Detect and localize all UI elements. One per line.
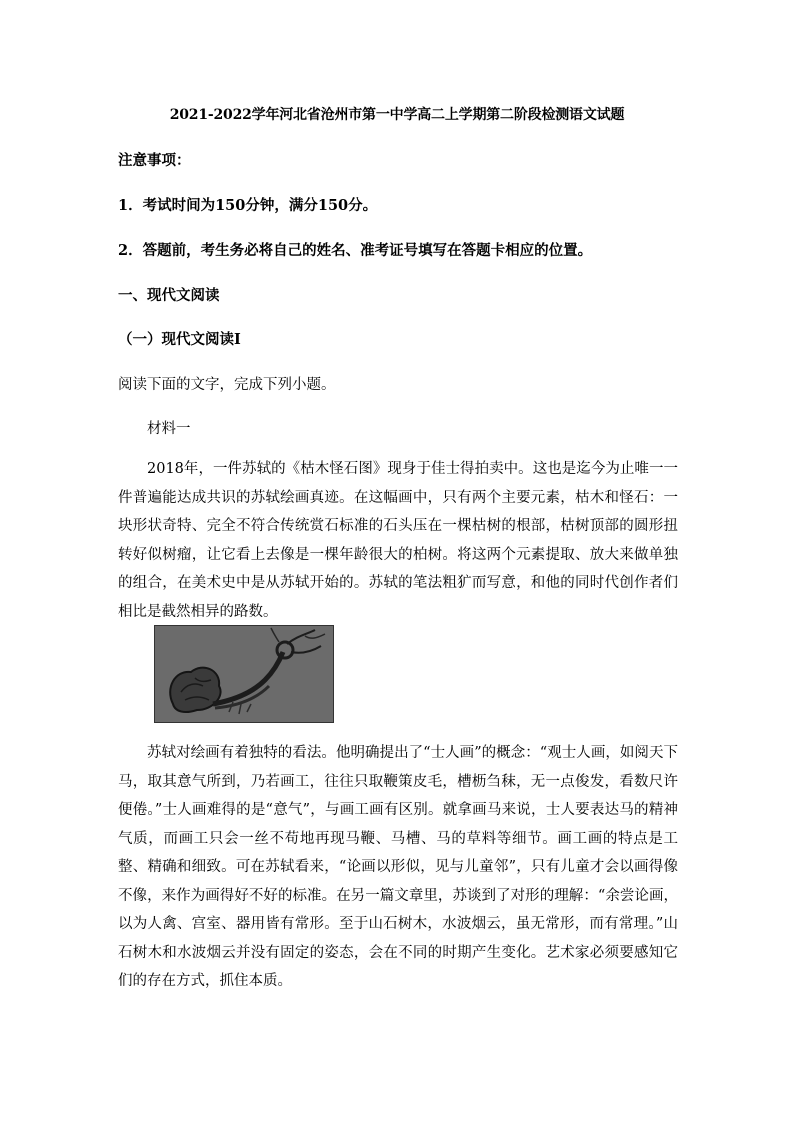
paragraph-2: 苏轼对绘画有着独特的看法。他明确提出了“士人画”的概念：“观士人画，如阅天下马，取其意气所到，乃若画工，往往只取鞭策皮毛，槽枥刍秣，无一点俊发，看数尺许便倦。”士人画难得的是“意气”，与画工画有区别。就拿画马来说，士人要表达马的精神气质，而画工只会一丝不苟地再现马鞭、马槽、马的草料等细节。画工画的特点是工整、精确和细致。可在苏轼看来，“论画以形似，见与儿童邻”，只有儿童才会以画得像不像，来作为画得好不好的标准。在另一篇文章里，苏谈到了对形的理解：“余尝论画，以为人禽、宫室、器用皆有常形。至于山石树木，水波烟云，虽无常形，而有常理。”山石树木和水波烟云并没有固定的姿态，会在不同的时期产生变化。艺术家必须要感知它们的存在方式，抓住本质。 bbox=[118, 745, 678, 989]
notice-item-1: 1．考试时间为150分钟，满分150分。 bbox=[118, 197, 378, 214]
material-label: 材料一 bbox=[147, 421, 191, 437]
section-heading: 一、现代文阅读 bbox=[118, 287, 220, 304]
subsection-heading: （一）现代文阅读Ⅰ bbox=[118, 331, 241, 348]
painting-image bbox=[154, 625, 334, 723]
withered-tree-strange-rock-painting bbox=[155, 626, 333, 722]
paragraph-1: 2018年，一件苏轼的《枯木怪石图》现身于佳士得拍卖中。这也是迄今为止唯一一件普遍能达成共识的苏轼绘画真迹。在这幅画中，只有两个主要元素，枯木和怪石：一块形状奇特、完全不符合传统赏石标准的石头压在一棵枯树的根部，枯树顶部的圆形扭转好似树瘤，让它看上去像是一棵年龄很大的柏树。将这两个元素提取、放大来做单独的组合，在美术史中是从苏轼开始的。苏轼的笔法粗犷而写意，和他的同时代创作者们相比是截然相异的路数。 bbox=[118, 461, 678, 620]
notice-item-2: 2．答题前，考生务必将自己的姓名、准考证号填写在答题卡相应的位置。 bbox=[118, 242, 593, 259]
document-title: 2021-2022学年河北省沧州市第一中学高二上学期第二阶段检测语文试题 bbox=[169, 107, 625, 123]
notice-heading: 注意事项： bbox=[118, 152, 191, 169]
reading-instruction: 阅读下面的文字，完成下列小题。 bbox=[118, 377, 336, 393]
